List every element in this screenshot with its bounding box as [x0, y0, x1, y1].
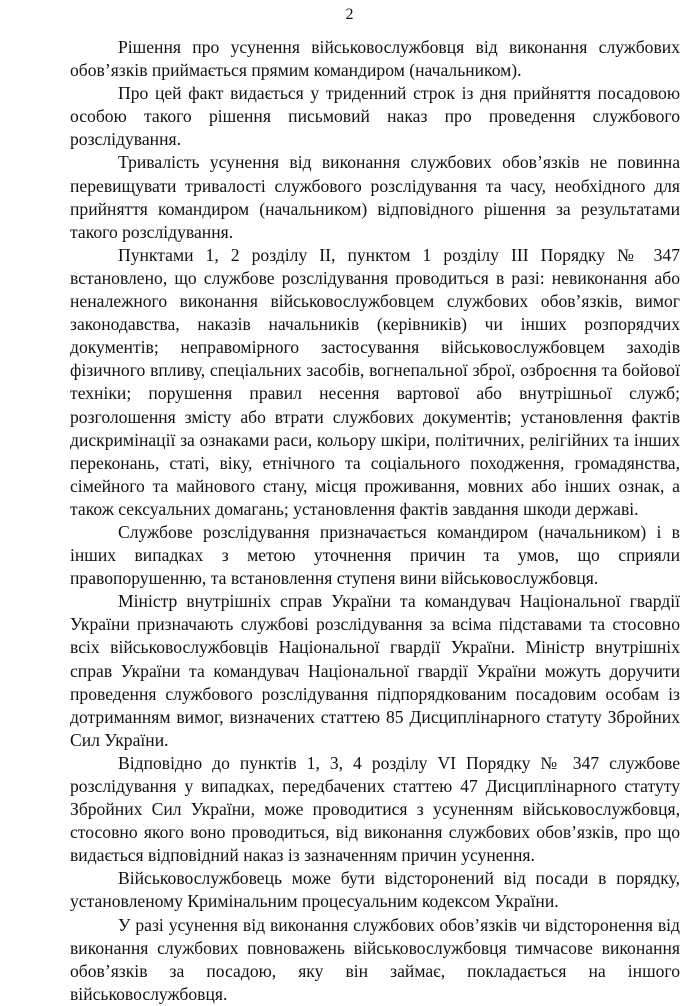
paragraph-other-cases: Службове розслідування призначається командиром (начальником) і в інших випадках з метою уточнення причин та умов, що сприяли правопорушенню, та встановлення ступеня вини військовослужбовця.: [70, 521, 680, 589]
document-body: [70, 36, 680, 1006]
paragraph-temporary-duties: У разі усунення від виконання службових обов’язків чи відсторонення від виконання службових повноважень військовослужбовця тимчасове виконання обов’язків за посадою, яку він займає, покладається на іншого військовослужбовця.: [70, 914, 680, 1004]
page-number: 2: [345, 6, 354, 23]
paragraph-investigation-grounds: Пунктами 1, 2 розділу ІІ, пунктом 1 розділу ІІІ Порядку № 347 встановлено, що службове розслідування проводиться в разі: невиконання або неналежного виконання військовослужбовцем службових обов’язків, вимог законодавства, наказів начальників (керівників) чи інших розпорядчих документів; неправомірного застосування військовослужбовцем заходів фізичного впливу, спеціальних засобів, вогнепальної зброї, озброєння та бойової техніки; порушення правил несення вартової або внутрішньої служб; розголошення змісту або втрати службових документів; установлення фактів дискримінації за ознаками раси, кольору шкіри, політичних, релігійних та інших переконань, статі, віку, етнічного та соціального походження, громадянства, сімейного та майнового стану, місця проживання, мовних або інших ознак, а також сексуальних домагань; установлення фактів завдання шкоди державі.: [70, 244, 680, 519]
paragraph-minister-commander: Міністр внутрішніх справ України та командувач Національної гвардії України призначають службові розслідування за всіма підставами та стосовно всіх військовослужбовців Національної гвардії України. Міністр внутрішніх справ України та командувач Національної гвардії України можуть доручити проведення службового розслідування підпорядкованим посадовим особам із дотриманням вимог, визначених статтею 85 Дисциплінарного статуту Збройних Сил України.: [70, 591, 680, 750]
paragraph-suspension-duration: Тривалість усунення від виконання службових обов’язків не повинна перевищувати тривалості службового розслідування та часу, необхідного для прийняття командиром (начальником) відповідного рішення за результатами такого розслідування.: [70, 152, 680, 242]
paragraph-removal-from-post: Військовослужбовець може бути відсторонений від посади в порядку, установленому Кримінальним процесуальним кодексом України.: [70, 868, 680, 912]
paragraph-section-vi: Відповідно до пунктів 1, 3, 4 розділу VI Порядку № 347 службове розслідування у випадках, передбачених статтею 47 Дисциплінарного статуту Збройних Сил України, може проводитися з усуненням військовослужбовця, стосовно якого воно проводиться, від виконання службових обов’язків, про що видається відповідний наказ із зазначенням причин усунення.: [70, 752, 680, 866]
paragraph-written-order: Про цей факт видається у триденний строк із дня прийняття посадовою особою такого рішення письмовий наказ про проведення службового розслідування.: [70, 83, 680, 150]
paragraph-suspension-decision: Рішення про усунення військовослужбовця від виконання службових обов’язків приймається прямим командиром (начальником).: [70, 37, 680, 81]
